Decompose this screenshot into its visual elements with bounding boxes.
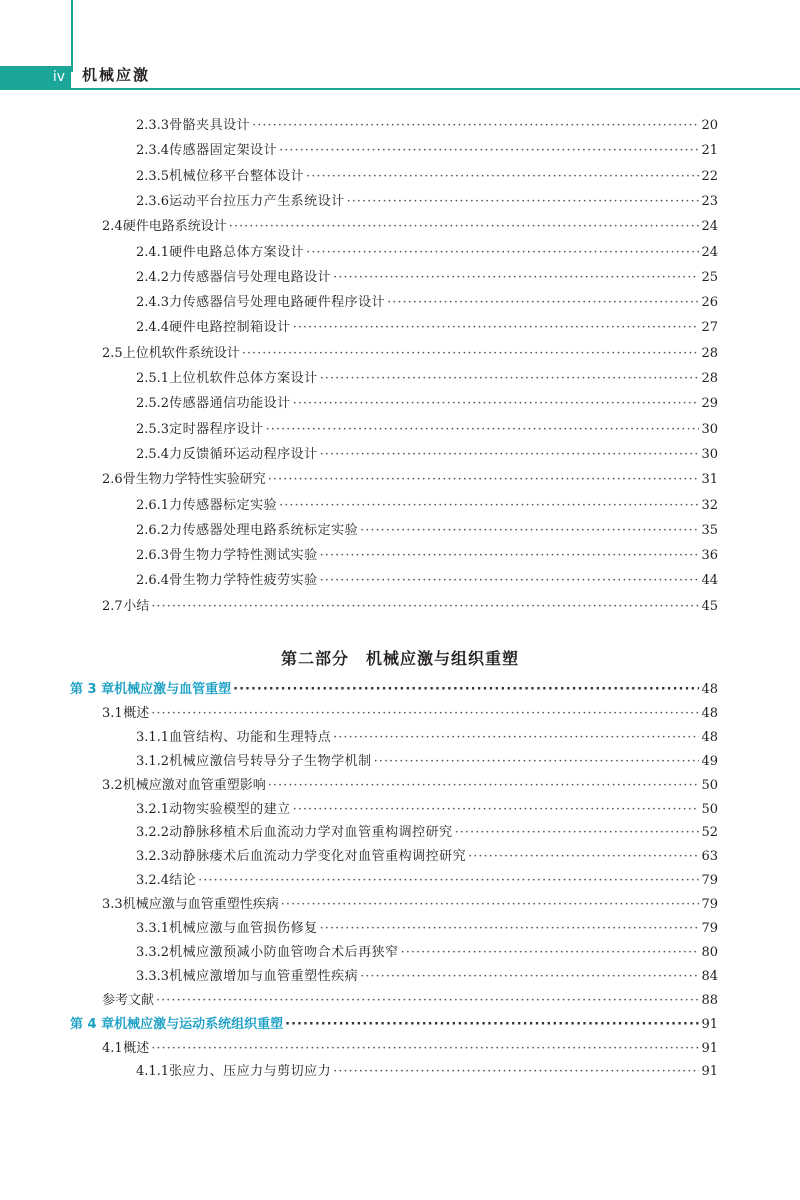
toc-leader-dots [285,1015,699,1035]
toc-entry-number: 2.3.3 [136,118,170,133]
toc-entry-number: 2.4 [102,219,123,235]
toc-entry-number: 2.5.1 [136,371,170,386]
toc-entry-title: 机械应激增加与血管重塑性疾病 [169,968,359,984]
toc-entry[interactable] [136,318,718,338]
toc-entry-number: 2.3.6 [136,193,170,209]
toc-entry[interactable] [136,546,718,566]
toc-entry-page: 26 [701,295,718,311]
toc-entry-title: 定时器程序设计 [169,421,264,437]
toc-entry-page: 50 [701,777,718,793]
toc-entry[interactable] [136,141,718,161]
page-number-tab [0,66,71,88]
toc-entry[interactable] [136,800,718,820]
toc-leader-dots [306,167,699,187]
toc-entry-page: 63 [701,849,718,865]
toc-entry-number: 3.2.2 [136,825,170,841]
toc-leader-dots [242,344,700,364]
toc-entry[interactable] [136,445,718,465]
toc-entry[interactable] [102,776,718,796]
toc-entry-title: 机械应激与血管损伤修复 [169,921,318,936]
toc-leader-dots [455,823,700,843]
toc-entry-title: 力传感器信号处理电路硬件程序设计 [169,295,386,311]
toc-entry-title: 血管结构、功能和生理特点 [169,729,332,745]
toc-entry-page: 50 [701,801,718,817]
toc-entry[interactable] [136,243,718,263]
toc-entry[interactable] [102,597,718,617]
toc-entry[interactable] [102,344,718,364]
toc-entry-page: 45 [701,598,718,614]
toc-leader-dots [347,192,700,212]
toc-entry-number: 3.2.3 [136,849,170,865]
toc-entry[interactable] [136,192,718,212]
toc-entry[interactable] [102,1039,718,1059]
toc-entry-title: 硬件电路控制箱设计 [169,320,291,336]
toc-entry[interactable] [136,293,718,313]
toc-entry-page: 31 [701,472,718,488]
toc-entry-title: 力传感器处理电路系统标定实验 [169,522,359,538]
toc-entry-page: 27 [701,320,718,336]
toc-entry-number: 3.1.1 [136,729,170,745]
toc-entry[interactable] [102,991,718,1011]
toc-entry[interactable] [136,728,718,748]
toc-entry-page: 79 [701,921,718,936]
toc-entry[interactable] [136,943,718,963]
toc-entry-number: 第 3 章 [70,682,115,697]
toc-entry-number: 2.5.2 [136,396,170,412]
toc-entry-title: 机械应激预减小防血管吻合术后再狭窄 [169,944,399,960]
toc-entry-number: 2.6.4 [136,573,170,589]
toc-entry-title: 力传感器信号处理电路设计 [169,269,332,285]
toc-entry[interactable] [136,394,718,414]
toc-entry-page: 23 [701,193,718,209]
toc-entry-title: 硬件电路系统设计 [122,219,227,235]
toc-entry-page: 22 [701,168,718,184]
toc-entry-page: 35 [701,522,718,538]
toc-entry-page: 30 [701,421,718,437]
toc-entry-page: 80 [701,944,718,960]
toc-entry-title: 力反馈循环运动程序设计 [169,446,318,462]
toc-entry-number: 2.6.3 [136,548,170,564]
toc-leader-dots [320,369,700,389]
toc-entry-number: 3.3.1 [136,921,170,936]
toc-entry-title: 机械应激信号转导分子生物学机制 [169,753,372,769]
toc-entry[interactable] [136,369,718,389]
toc-entry-page: 44 [701,573,718,589]
toc-leader-dots [279,141,699,161]
toc-leader-dots [151,704,699,724]
toc-leader-dots [401,943,700,963]
toc-entry-page: 49 [701,753,718,769]
toc-leader-dots [320,919,700,939]
toc-entry-title: 运动平台拉压力产生系统设计 [169,193,345,209]
toc-chapter-entry[interactable] [70,1015,718,1035]
toc-entry-page: 88 [701,992,718,1008]
toc-entry-page: 28 [701,345,718,361]
toc-leader-dots [268,470,700,490]
toc-entry[interactable] [136,847,718,867]
toc-entry-title: 张应力、压应力与剪切应力 [169,1064,332,1080]
toc-entry-number: 3.3.3 [136,968,170,984]
toc-leader-dots [468,847,699,867]
toc-leader-dots [266,420,700,440]
toc-entry-page: 21 [701,143,718,159]
toc-entry-title: 动静脉移植术后血流动力学对血管重构调控研究 [169,825,453,841]
toc-entry[interactable] [136,752,718,772]
toc-leader-dots [151,597,699,617]
toc-entry-number: 第 4 章 [70,1016,115,1032]
toc-leader-dots [360,521,699,541]
toc-entry-page: 28 [701,371,718,386]
toc-entry-number: 2.7 [102,598,123,614]
toc-leader-dots [293,318,700,338]
toc-leader-dots [320,571,700,591]
toc-leader-dots [306,243,699,263]
running-title: 机械应激 [82,66,151,84]
toc-entry[interactable] [102,895,718,915]
toc-leader-dots [293,800,700,820]
toc-entry-number: 4.1.1 [136,1064,170,1080]
toc-entry-page: 79 [701,873,718,889]
toc-entry[interactable] [136,496,718,516]
toc-entry-page: 32 [701,497,718,513]
toc-entry-number: 2.4.2 [136,269,170,285]
toc-leader-dots [229,217,700,237]
toc-entry[interactable] [136,571,718,591]
toc-entry[interactable] [102,704,718,724]
toc-entry-title: 参考文献 [102,992,155,1008]
toc-entry-title: 骨生物力学特性实验研究 [122,472,266,488]
toc-entry-number: 2.4.4 [136,320,170,336]
toc-entry-number: 3.2.4 [136,873,170,889]
toc-entry-number: 2.4.3 [136,295,170,311]
toc-entry[interactable] [136,823,718,843]
page-number: iv [52,69,65,85]
toc-leader-dots [320,546,700,566]
part-heading: 第二部分 机械应激与组织重塑 [280,649,519,668]
header-vertical-rule [71,0,73,72]
toc-entry-number: 3.2.1 [136,801,170,817]
toc-entry-page: 24 [701,219,718,235]
toc-entry-title: 结论 [169,873,197,889]
toc-leader-dots [198,871,699,891]
toc-entry-number: 4.1 [102,1040,123,1056]
toc-leader-dots [281,895,700,915]
toc-entry-number: 2.6 [102,472,123,488]
toc-leader-dots [333,268,699,288]
toc-entry[interactable] [136,420,718,440]
toc-entry-number: 3.3 [102,897,123,913]
toc-entry-number: 2.6.1 [136,497,170,513]
toc-entry-title: 硬件电路总体方案设计 [169,244,305,260]
toc-entry-title: 骨生物力学特性测试实验 [169,548,318,564]
toc-entry-title: 骨生物力学特性疲劳实验 [169,573,318,589]
toc-entry-number: 3.2 [102,777,123,793]
toc-entry-title: 概述 [123,1040,150,1056]
toc-entry-page: 36 [701,548,718,564]
toc-entry-title: 力传感器标定实验 [169,497,278,513]
toc-entry-number: 2.5 [102,345,123,361]
toc-entry-number: 3.1.2 [136,753,170,769]
toc-entry-page: 25 [701,269,718,285]
toc-entry-number: 2.5.4 [136,446,170,462]
toc-chapter-entry[interactable] [70,680,718,700]
toc-entry-page: 48 [701,729,718,745]
toc-entry-number: 3.1 [102,705,123,721]
toc-entry[interactable] [136,871,718,891]
toc-leader-dots [293,394,700,414]
toc-entry-title: 骨骼夹具设计 [169,118,251,133]
toc-entry-title: 小结 [123,598,150,614]
toc-entry-title: 传感器固定架设计 [169,143,278,159]
toc-entry-page: 91 [701,1016,718,1032]
toc-leader-dots [360,967,699,987]
toc-entry-page: 20 [701,118,718,133]
toc-entry-page: 48 [701,705,718,721]
toc-leader-dots [387,293,699,313]
toc-entry-page: 52 [701,825,718,841]
toc-entry-title: 上位机软件系统设计 [122,345,240,361]
toc-entry-title: 概述 [123,705,150,721]
toc-entry-page: 79 [701,897,718,913]
toc-entry-title: 机械应激与血管重塑性疾病 [122,897,279,913]
toc-entry-title: 机械应激对血管重塑影响 [122,777,266,793]
toc-entry-title: 动静脉瘘术后血流动力学变化对血管重构调控研究 [169,849,467,865]
toc-entry-page: 24 [701,244,718,260]
toc-leader-dots [320,445,700,465]
toc-entry[interactable] [102,217,718,237]
toc-leader-dots [156,991,699,1011]
toc-leader-dots [333,1062,699,1082]
toc-entry-page: 84 [701,968,718,984]
toc-entry-number: 3.3.2 [136,944,170,960]
toc-entry[interactable] [136,521,718,541]
toc-leader-dots [151,1039,699,1059]
toc-entry-page: 29 [701,396,718,412]
toc-entry-page: 30 [701,446,718,462]
toc-leader-dots [374,752,700,772]
toc-entry[interactable] [136,116,718,136]
toc-entry[interactable] [102,470,718,490]
toc-entry[interactable] [136,268,718,288]
header-horizontal-rule [0,88,800,90]
toc-entry-number: 2.3.5 [136,168,170,184]
toc-leader-dots [333,728,699,748]
toc-entry-title: 动物实验模型的建立 [169,801,291,817]
toc-entry-title: 上位机软件总体方案设计 [169,371,318,386]
toc-entry-number: 2.3.4 [136,143,170,159]
toc-leader-dots [233,680,699,700]
toc-entry[interactable] [136,919,718,939]
toc-leader-dots [279,496,699,516]
toc-entry-page: 48 [701,682,718,697]
toc-entry-title: 机械应激与运动系统组织重塑 [114,1016,284,1032]
toc-entry-number: 2.6.2 [136,522,170,538]
toc-entry-title: 传感器通信功能设计 [169,396,291,412]
toc-leader-dots [268,776,700,796]
toc-leader-dots [252,116,699,136]
toc-entry[interactable] [136,1062,718,1082]
toc-entry-title: 机械应激与血管重塑 [114,682,232,697]
toc-entry-title: 机械位移平台整体设计 [169,168,305,184]
toc-entry-number: 2.4.1 [136,244,170,260]
toc-entry[interactable] [136,167,718,187]
toc-entry-page: 91 [701,1040,718,1056]
toc-entry-number: 2.5.3 [136,421,170,437]
toc-entry[interactable] [136,967,718,987]
toc-entry-page: 91 [701,1064,718,1080]
